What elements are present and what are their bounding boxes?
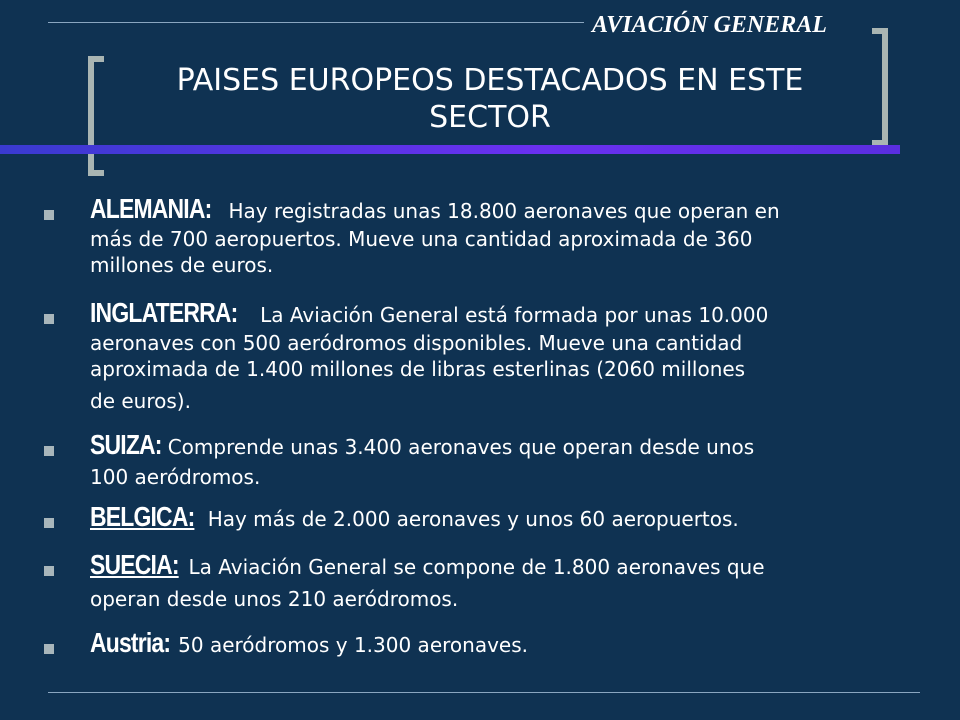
item-line: La Aviación General está formada por unas 10.000 — [260, 303, 769, 327]
country-label: BELGICA: — [90, 501, 195, 532]
list-item-text — [90, 627, 890, 658]
item-line: Hay más de 2.000 aeronaves y unos 60 aeropuertos. — [207, 507, 739, 531]
right-bracket-decoration — [872, 28, 888, 146]
bottom-divider-line — [48, 692, 920, 693]
list-item-text — [90, 193, 890, 278]
page-title — [110, 62, 870, 136]
list-item-text — [90, 429, 890, 490]
left-bracket-decoration — [88, 56, 104, 176]
country-label: ALEMANIA: — [90, 193, 212, 224]
item-line: de euros). — [90, 389, 191, 413]
bullet-icon — [44, 566, 54, 576]
item-line: 50 aeródromos y 1.300 aeronaves. — [178, 633, 528, 657]
item-line: millones de euros. — [90, 253, 274, 277]
list-item-text — [90, 297, 890, 414]
item-line: 100 aeródromos. — [90, 465, 261, 489]
top-divider-line — [48, 22, 584, 23]
page-title-line1: PAISES EUROPEOS DESTACADOS EN ESTE — [176, 63, 804, 98]
bullet-icon — [44, 446, 54, 456]
bullet-icon — [44, 644, 54, 654]
item-line: Comprende unas 3.400 aeronaves que operan desde unos — [167, 435, 755, 459]
country-label: SUECIA: — [90, 549, 179, 580]
list-item-text — [90, 501, 890, 532]
item-line: aproximada de 1.400 millones de libras esterlinas (2060 millones — [90, 357, 746, 381]
item-line: La Aviación General se compone de 1.800 aeronaves que — [188, 555, 765, 579]
item-line: más de 700 aeropuertos. Mueve una cantidad aproximada de 360 — [90, 227, 753, 251]
bullet-icon — [44, 314, 54, 324]
country-label: INGLATERRA: — [90, 297, 238, 328]
page-title-line2: SECTOR — [429, 100, 551, 135]
section-tag: AVIACIÓN GENERAL — [592, 12, 827, 38]
item-line: Hay registradas unas 18.800 aeronaves que operan en — [228, 199, 780, 223]
list-item-text — [90, 549, 890, 612]
country-label: SUIZA: — [90, 429, 162, 460]
country-label: Austria: — [90, 627, 171, 658]
item-line: operan desde unos 210 aeródromos. — [90, 587, 459, 611]
item-line: aeronaves con 500 aeródromos disponibles. Mueve una cantidad — [90, 331, 743, 355]
title-accent-bar — [0, 145, 900, 154]
bullet-icon — [44, 210, 54, 220]
bullet-icon — [44, 518, 54, 528]
